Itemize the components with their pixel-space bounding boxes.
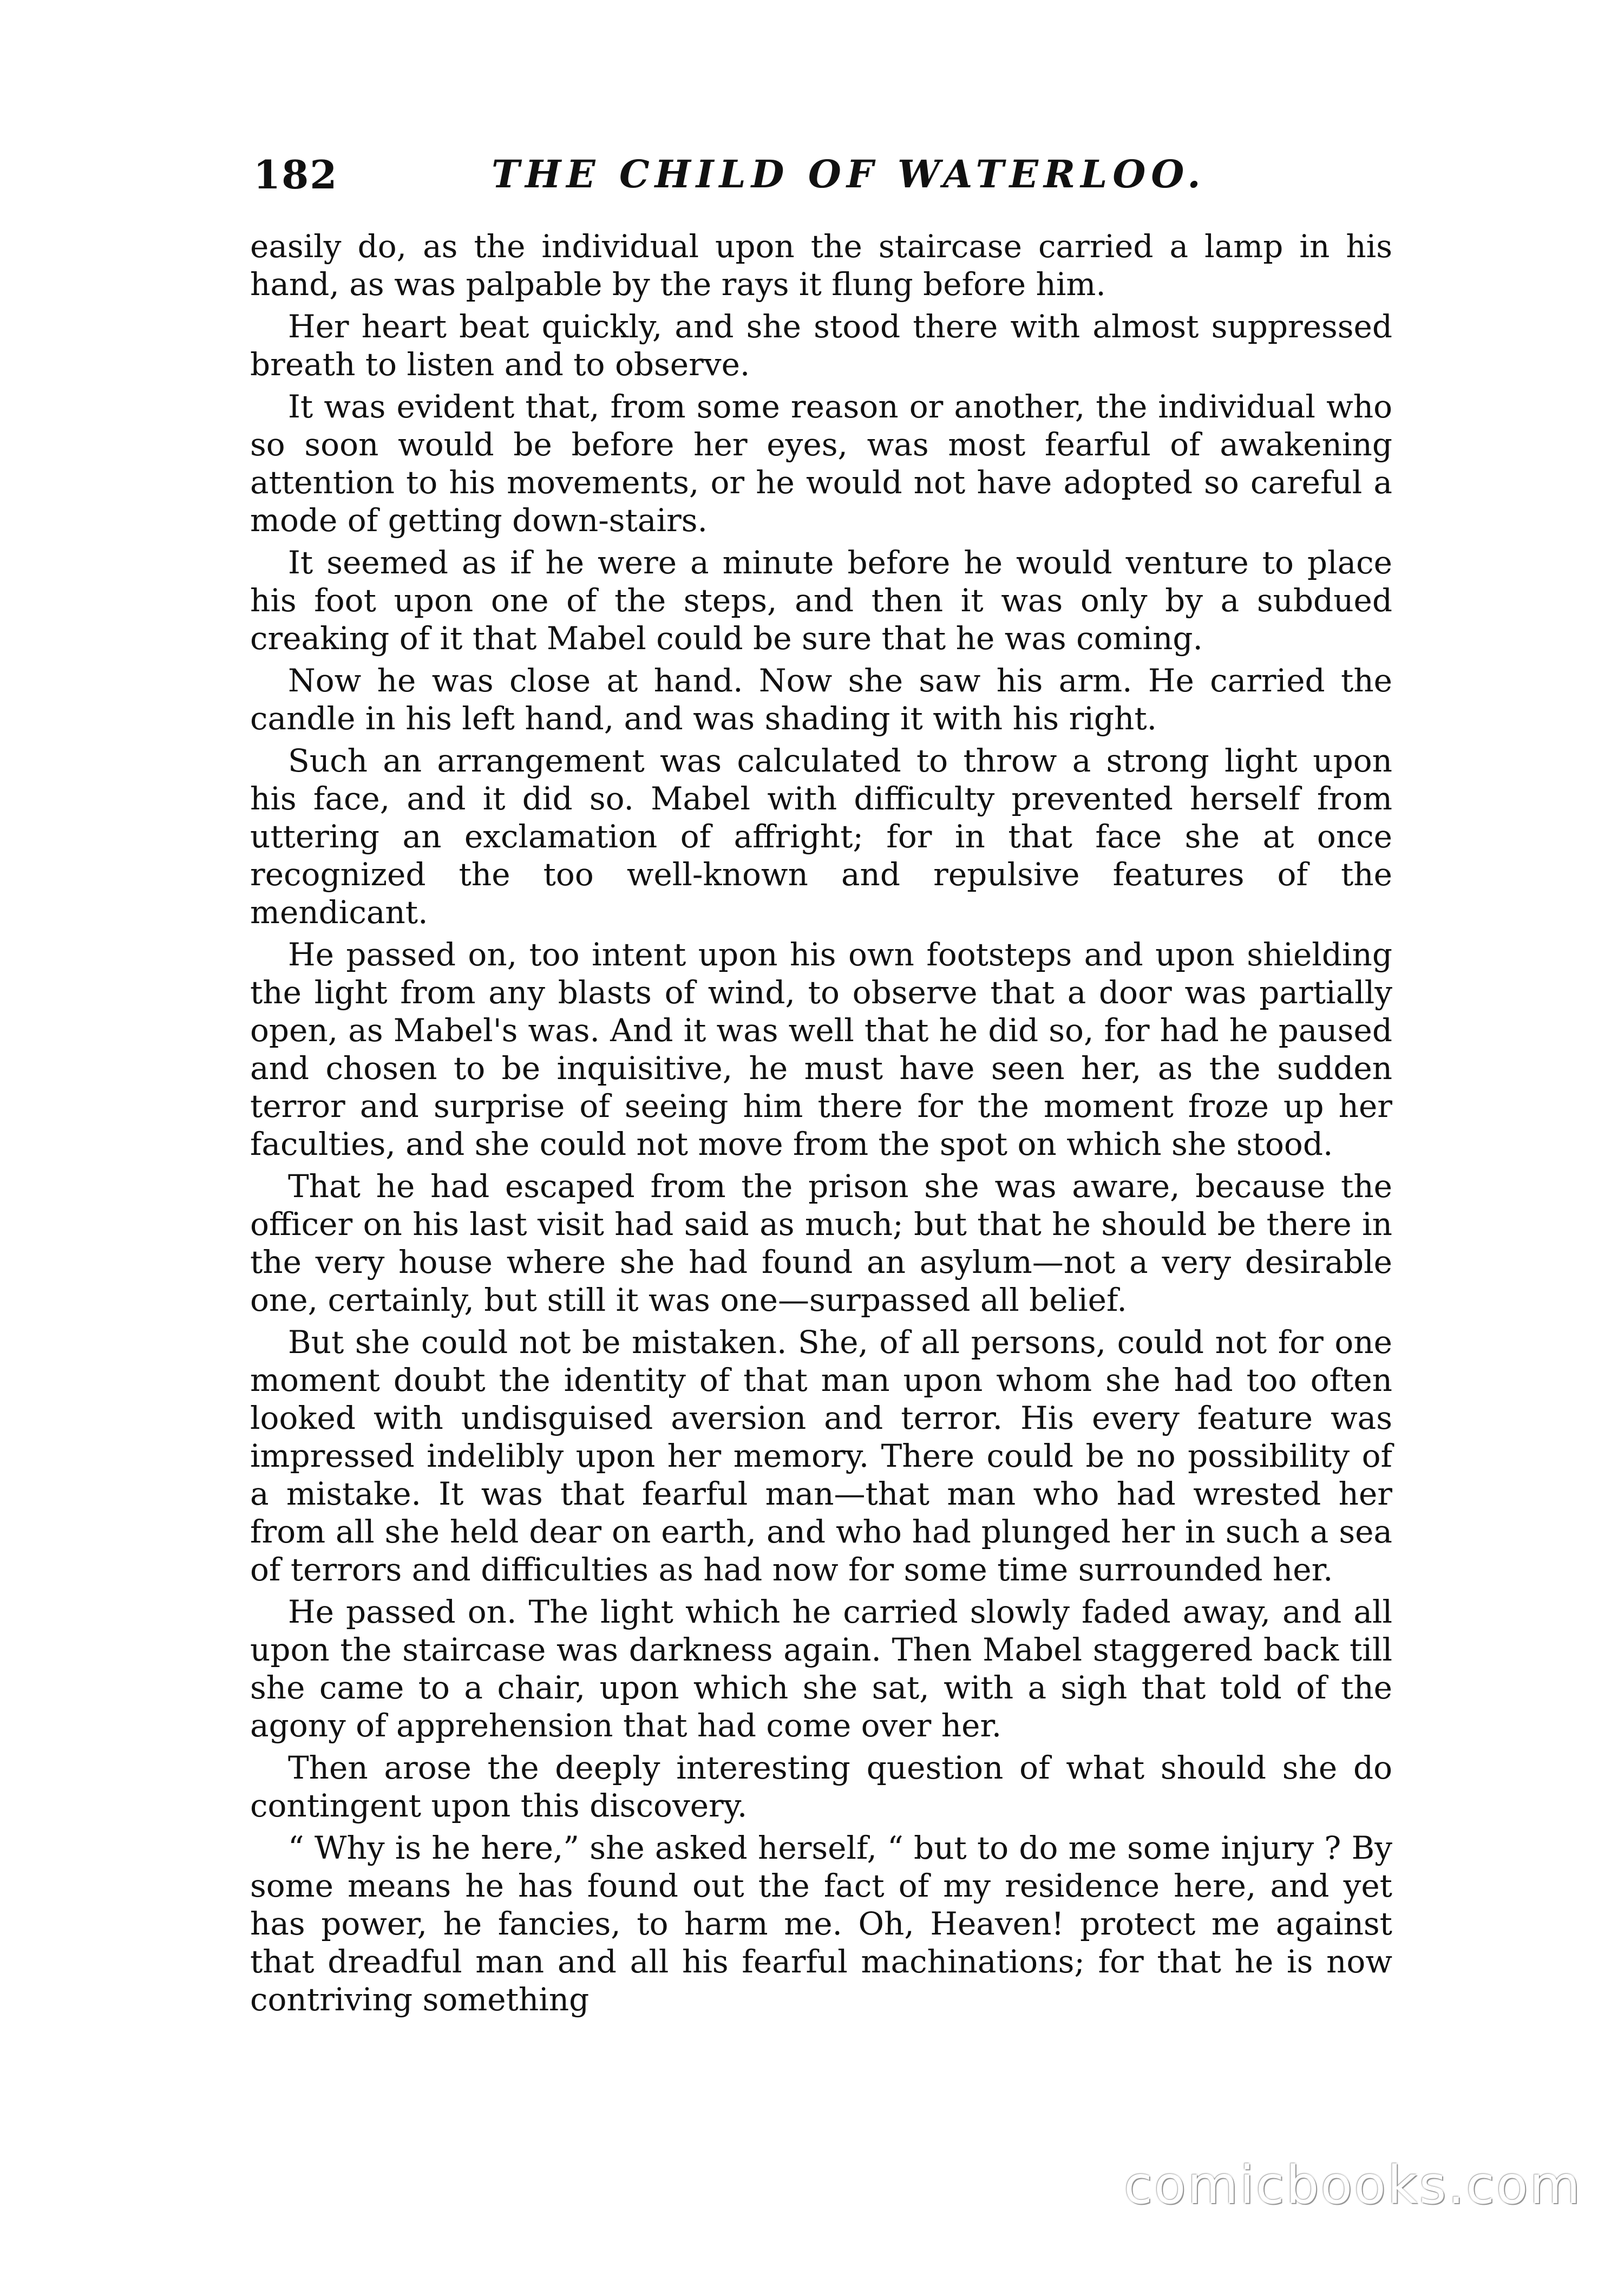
- paragraph: “ Why is he here,” she asked herself, “ but to do me some injury ? By some means he has found out the fact of my residence here, and yet has power, he fancies, to harm me. Oh, Heaven! protect me against that dreadful man and all his fearful machinations; for that he is now contriving something: [250, 1829, 1392, 2018]
- body-text: [250, 227, 1392, 2023]
- running-title: THE CHILD OF WATERLOO.: [492, 152, 1206, 197]
- paragraph: It was evident that, from some reason or another, the individual who so soon would be before her eyes, was most fearful of awakening attention to his movements, or he would not have adopted so careful a mode of getting down-stairs.: [250, 388, 1392, 539]
- paragraph: Now he was close at hand. Now she saw his arm. He carried the candle in his left hand, and was shading it with his right.: [250, 662, 1392, 737]
- paragraph: He passed on, too intent upon his own footsteps and upon shielding the light from any blasts of wind, to observe that a door was partially open, as Mabel's was. And it was well that he did so, for had he paused and chosen to be inquisitive, he must have seen her, as the sudden terror and surprise of seeing him there for the moment froze up her faculties, and she could not move from the spot on which she stood.: [250, 936, 1392, 1162]
- paragraph: But she could not be mistaken. She, of all persons, could not for one moment doubt the identity of that man upon whom she had too often looked with undisguised aversion and terror. His every feature was impressed indelibly upon her memory. There could be no possibility of a mistake. It was that fearful man—that man who had wrested her from all she held dear on earth, and who had plunged her in such a sea of terrors and difficulties as had now for some time surrounded her.: [250, 1324, 1392, 1588]
- page-header: [253, 152, 1401, 211]
- watermark: comicbooks.com: [1123, 2155, 1582, 2216]
- paragraph: easily do, as the individual upon the staircase carried a lamp in his hand, as was palpable by the rays it flung before him.: [250, 228, 1392, 303]
- paragraph: It seemed as if he were a minute before he would venture to place his foot upon one of the steps, and then it was only by a subdued creaking of it that Mabel could be sure that he was coming.: [250, 544, 1392, 657]
- paragraph: Then arose the deeply interesting question of what should she do contingent upon this discovery.: [250, 1749, 1392, 1824]
- paragraph: Her heart beat quickly, and she stood there with almost suppressed breath to listen and to observe.: [250, 308, 1392, 383]
- paragraph: He passed on. The light which he carried slowly faded away, and all upon the staircase was darkness again. Then Mabel staggered back till she came to a chair, upon which she sat, with a sigh that told of the agony of apprehension that had come over her.: [250, 1593, 1392, 1744]
- paragraph: That he had escaped from the prison she was aware, because the officer on his last visit had said as much; but that he should be there in the very house where she had found an asylum—not a very desirable one, certainly, but still it was one—surpassed all belief.: [250, 1168, 1392, 1318]
- page-number: 182: [253, 152, 338, 198]
- paragraph: Such an arrangement was calculated to throw a strong light upon his face, and it did so. Mabel with difficulty prevented herself from uttering an exclamation of affright; for in that face she at once recognized the too well-known and repulsive features of the mendicant.: [250, 742, 1392, 931]
